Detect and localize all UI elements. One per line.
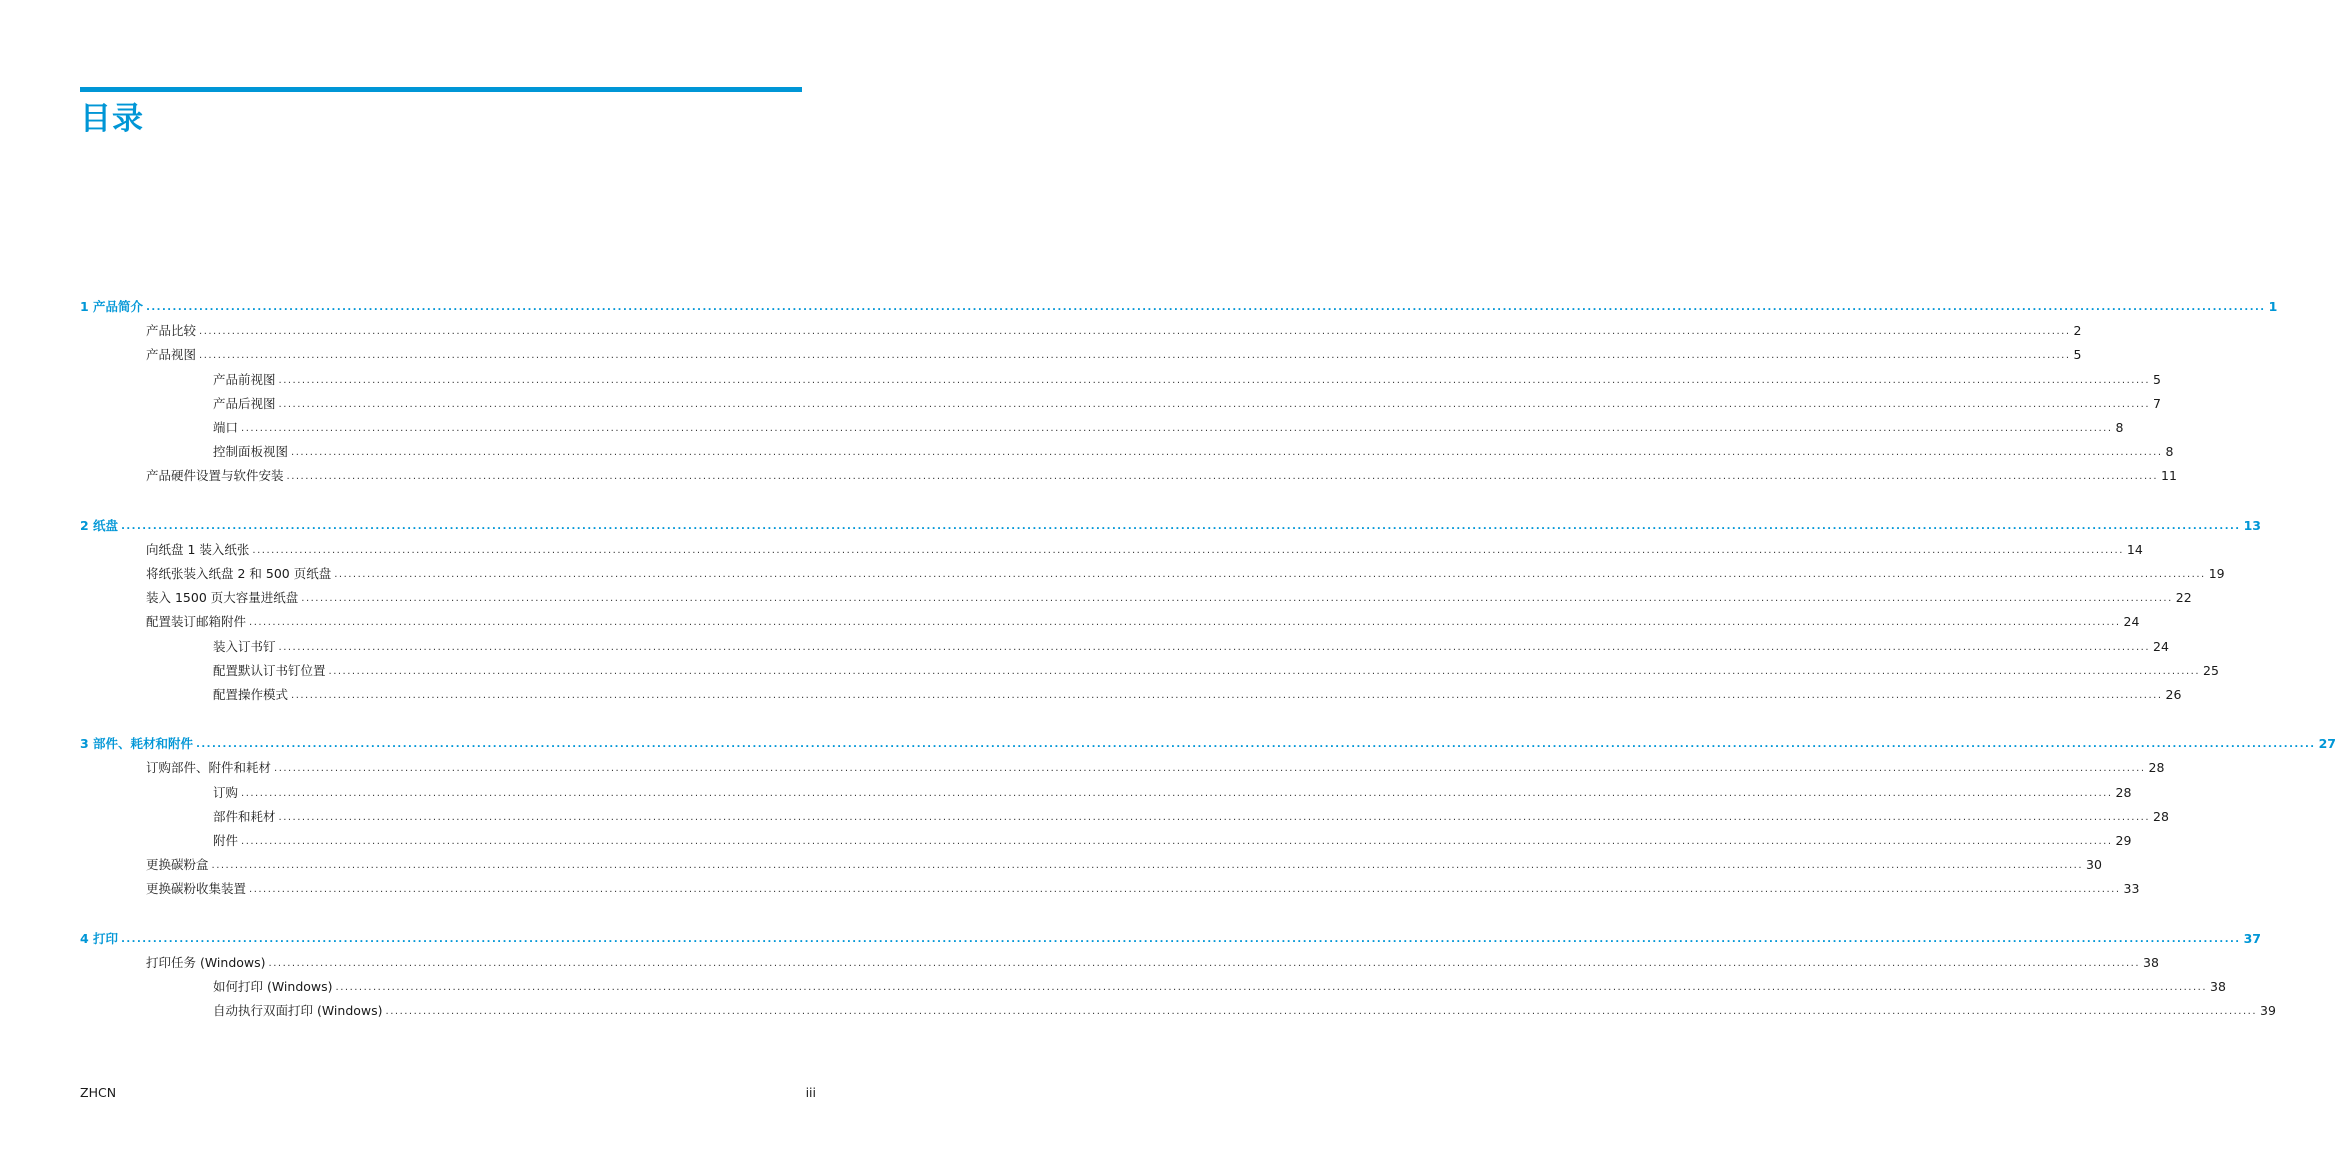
- toc-entry-page: 28: [2148, 760, 2165, 776]
- dot-leader: ................................................................................................................................................................................................................................................................................................................................................................................................................: [335, 982, 2208, 993]
- toc-chapter-2-label: 2 纸盘: [80, 517, 119, 533]
- toc-entry-page: 38: [2143, 954, 2159, 970]
- toc-entry-page: 8: [2115, 420, 2124, 435]
- toc-entry[interactable]: [213, 370, 2161, 390]
- toc-entry-page: 28: [2115, 784, 2132, 800]
- dot-leader: ................................................................................................................................................................................................................................................................................................................................................................................................................: [121, 520, 2241, 532]
- dot-leader: ................................................................................................................................................................................................................................................................................................................................................................................................................: [274, 763, 2146, 775]
- toc-entry-page: 11: [2161, 468, 2177, 484]
- toc-entry[interactable]: [213, 1001, 2276, 1021]
- toc-entry-page: 38: [2210, 979, 2226, 994]
- dot-leader: ................................................................................................................................................................................................................................................................................................................................................................................................................: [334, 569, 2206, 580]
- dot-leader: ................................................................................................................................................................................................................................................................................................................................................................................................................: [211, 860, 2083, 872]
- toc-entry-label: 自动执行双面打印 (Windows): [213, 1003, 383, 1019]
- toc-entry-page: 28: [2153, 808, 2169, 824]
- dot-leader: ................................................................................................................................................................................................................................................................................................................................................................................................................: [241, 787, 2113, 799]
- toc-entry[interactable]: [213, 807, 2169, 827]
- toc-entry[interactable]: [213, 783, 2132, 803]
- dot-leader: ................................................................................................................................................................................................................................................................................................................................................................................................................: [199, 350, 2071, 362]
- toc-entry[interactable]: [146, 612, 2140, 632]
- toc-entry[interactable]: [146, 953, 2159, 973]
- page-title: 目录: [80, 101, 144, 137]
- toc-entry-label: 部件和耗材: [213, 808, 276, 824]
- toc-entry-label: 如何打印 (Windows): [213, 979, 333, 994]
- toc-entry[interactable]: [213, 685, 2182, 705]
- toc-entry-page: 24: [2153, 638, 2169, 654]
- toc-entry[interactable]: [213, 831, 2132, 851]
- toc-entry-page: 33: [2123, 881, 2140, 897]
- toc-entry-label: 订购: [213, 784, 239, 800]
- toc-entry[interactable]: [213, 661, 2219, 681]
- toc-entry[interactable]: [213, 418, 2124, 438]
- toc-entry-page: 26: [2165, 687, 2182, 702]
- toc-entry-label: 配置操作模式: [213, 687, 289, 702]
- toc-entry[interactable]: [146, 588, 2192, 608]
- dot-leader: ................................................................................................................................................................................................................................................................................................................................................................................................................: [278, 398, 2150, 410]
- toc-entry-page: 19: [2208, 566, 2225, 581]
- toc-entry-page: 14: [2126, 541, 2143, 557]
- dot-leader: ................................................................................................................................................................................................................................................................................................................................................................................................................: [146, 302, 2266, 313]
- toc-entry-label: 产品前视图: [213, 371, 276, 387]
- toc-entry[interactable]: [146, 321, 2082, 341]
- toc-entry[interactable]: [146, 540, 2143, 560]
- dot-leader: ................................................................................................................................................................................................................................................................................................................................................................................................................: [291, 690, 2163, 701]
- toc-entry-label: 产品后视图: [213, 395, 276, 411]
- toc-entry[interactable]: [146, 855, 2102, 875]
- toc-entry-label: 配置装订邮箱附件: [146, 614, 247, 630]
- toc-entry[interactable]: [213, 394, 2161, 414]
- toc-entry-page: 7: [2153, 395, 2161, 411]
- dot-leader: ................................................................................................................................................................................................................................................................................................................................................................................................................: [241, 836, 2113, 847]
- dot-leader: ................................................................................................................................................................................................................................................................................................................................................................................................................: [268, 957, 2141, 969]
- dot-leader: ................................................................................................................................................................................................................................................................................................................................................................................................................: [291, 447, 2163, 459]
- dot-leader: ................................................................................................................................................................................................................................................................................................................................................................................................................: [278, 641, 2150, 653]
- toc-entry[interactable]: [146, 564, 2225, 584]
- dot-leader: ................................................................................................................................................................................................................................................................................................................................................................................................................: [328, 665, 2200, 677]
- toc-entry-page: 29: [2115, 833, 2132, 848]
- toc-entry-page: 24: [2123, 614, 2140, 630]
- toc-chapter-3[interactable]: [80, 734, 2336, 754]
- toc-entry-label: 将纸张装入纸盘 2 和 500 页纸盘: [146, 566, 332, 581]
- toc-chapter-2[interactable]: [80, 516, 2261, 536]
- dot-leader: ................................................................................................................................................................................................................................................................................................................................................................................................................: [278, 811, 2150, 823]
- dot-leader: ................................................................................................................................................................................................................................................................................................................................................................................................................: [385, 1006, 2258, 1018]
- dot-leader: ................................................................................................................................................................................................................................................................................................................................................................................................................: [199, 326, 2071, 338]
- toc-entry-label: 装入订书钉: [213, 638, 276, 654]
- toc-chapter-4-page: 37: [2243, 930, 2261, 946]
- toc-entry-page: 22: [2175, 590, 2192, 606]
- dot-leader: ................................................................................................................................................................................................................................................................................................................................................................................................................: [249, 884, 2121, 896]
- dot-leader: ................................................................................................................................................................................................................................................................................................................................................................................................................: [241, 423, 2113, 434]
- toc-entry-label: 打印任务 (Windows): [146, 954, 266, 970]
- dot-leader: ................................................................................................................................................................................................................................................................................................................................................................................................................: [196, 739, 2316, 751]
- toc-entry[interactable]: [146, 345, 2082, 365]
- footer-locale: ZHCN: [80, 1085, 117, 1100]
- toc-entry-label: 装入 1500 页大容量进纸盘: [146, 590, 299, 606]
- toc-entry-label: 控制面板视图: [213, 444, 289, 460]
- toc-entry-label: 产品比较: [146, 323, 197, 339]
- toc-chapter-3-label: 3 部件、耗材和附件: [80, 736, 194, 752]
- title-rule: [80, 87, 802, 92]
- toc-entry-label: 向纸盘 1 装入纸张: [146, 541, 250, 557]
- toc-entry-label: 更换碳粉盒: [146, 857, 209, 873]
- dot-leader: ................................................................................................................................................................................................................................................................................................................................................................................................................: [278, 374, 2150, 386]
- toc-entry-label: 订购部件、附件和耗材: [146, 760, 272, 776]
- toc-entry[interactable]: [146, 879, 2140, 899]
- toc-entry-label: 附件: [213, 833, 239, 848]
- dot-leader: ................................................................................................................................................................................................................................................................................................................................................................................................................: [286, 471, 2158, 483]
- toc-chapter-1[interactable]: [80, 297, 2278, 317]
- toc-entry-page: 25: [2203, 662, 2219, 678]
- toc-entry-page: 5: [2073, 347, 2082, 363]
- toc-entry[interactable]: [146, 758, 2165, 778]
- toc-chapter-2-page: 13: [2243, 517, 2261, 533]
- footer-page-number: iii: [805, 1085, 816, 1100]
- toc-entry-page: 39: [2260, 1003, 2276, 1019]
- toc-entry-page: 2: [2073, 323, 2082, 339]
- toc-entry[interactable]: [213, 637, 2169, 657]
- toc-entry-label: 更换碳粉收集装置: [146, 881, 247, 897]
- dot-leader: ................................................................................................................................................................................................................................................................................................................................................................................................................: [121, 933, 2241, 945]
- toc-chapter-3-page: 27: [2318, 736, 2336, 752]
- toc-entry-page: 30: [2086, 857, 2102, 873]
- toc-entry-label: 产品视图: [146, 347, 197, 363]
- toc-entry-page: 5: [2153, 371, 2161, 387]
- toc-chapter-4[interactable]: [80, 929, 2261, 949]
- toc-chapter-4-label: 4 打印: [80, 930, 119, 946]
- toc-chapter-1-page: 1: [2268, 299, 2278, 314]
- toc-entry[interactable]: [213, 977, 2226, 997]
- dot-leader: ................................................................................................................................................................................................................................................................................................................................................................................................................: [252, 544, 2124, 556]
- toc-entry-label: 配置默认订书钉位置: [213, 662, 326, 678]
- toc-entry[interactable]: [213, 442, 2174, 462]
- toc-entry[interactable]: [146, 466, 2177, 486]
- toc-entry-label: 端口: [213, 420, 239, 435]
- dot-leader: ................................................................................................................................................................................................................................................................................................................................................................................................................: [301, 593, 2173, 605]
- dot-leader: ................................................................................................................................................................................................................................................................................................................................................................................................................: [249, 617, 2121, 629]
- toc-entry-label: 产品硬件设置与软件安装: [146, 468, 284, 484]
- toc-chapter-1-label: 1 产品简介: [80, 299, 144, 314]
- toc-entry-page: 8: [2165, 444, 2174, 460]
